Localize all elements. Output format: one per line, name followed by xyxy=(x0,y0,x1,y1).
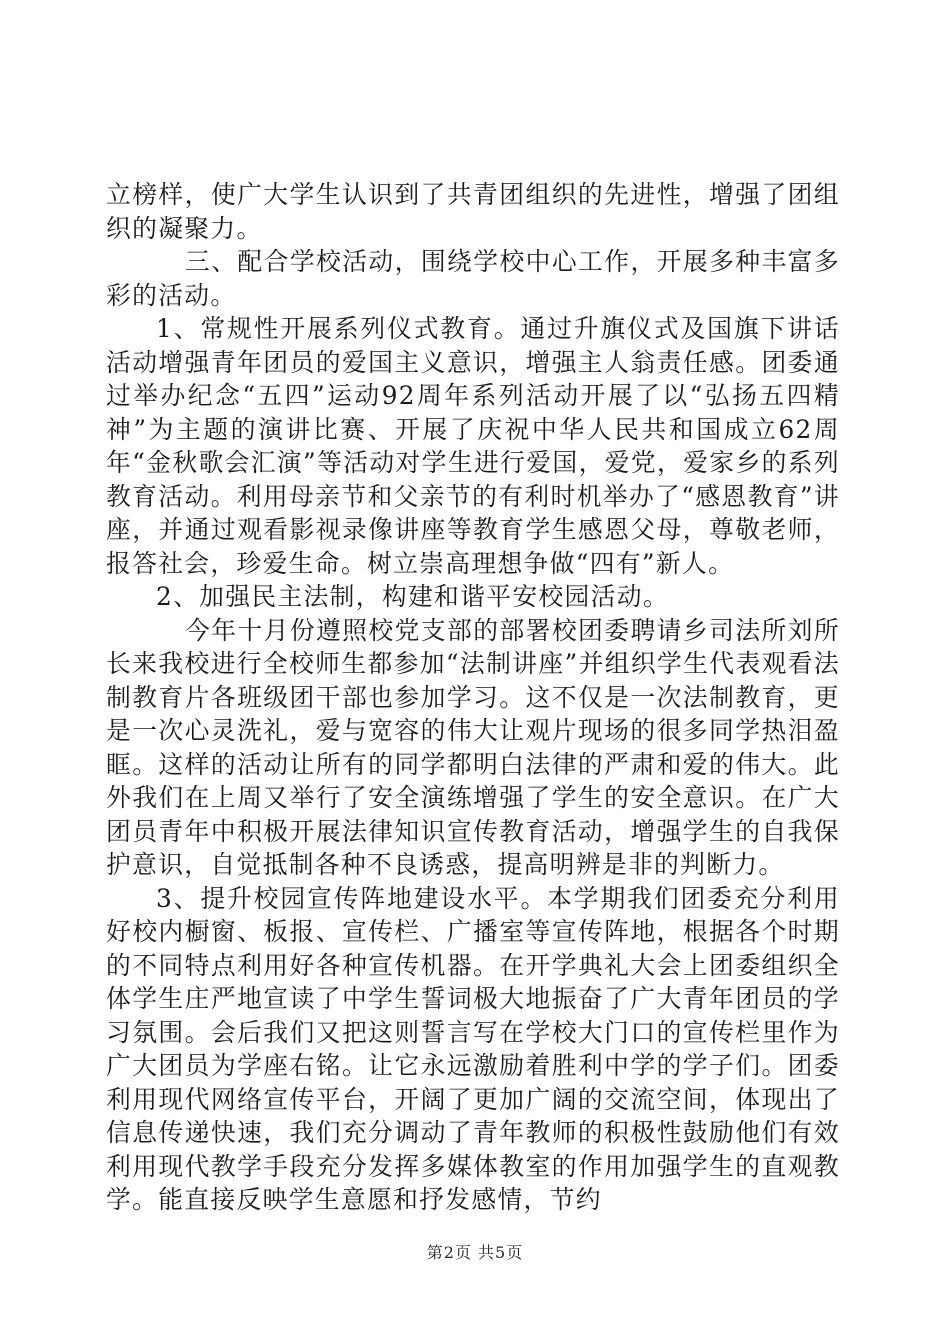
page-number-footer: 第2页 共5页 xyxy=(426,1243,524,1262)
paragraph-item-1: 1、常规性开展系列仪式教育。通过升旗仪式及国旗下讲话活动增强青年团员的爱国主义意识，增强主人翁责任感。团委通过举办纪念“五四”运动92周年系列活动开展了以“弘扬五四精神”为主题的演讲比赛、开展了庆祝中华人民共和国成立62周年“金秋歌会汇演”等活动对学生进行爱国，爱党，爱家乡的系列教育活动。利用母亲节和父亲节的有利时机举办了“感恩教育”讲座，并通过观看影视录像讲座等教育学生感恩父母，尊敬老师，报答社会，珍爱生命。树立崇高理想争做“四有”新人。 xyxy=(106,314,840,578)
paragraph-legal-education: 今年十月份遵照校党支部的部署校团委聘请乡司法所刘所长来我校进行全校师生都参加“法制讲座”并组织学生代表观看法制教育片各班级团干部也参加学习。这不仅是一次法制教育，更是一次心灵洗礼，爱与宽容的伟大让观片现场的很多同学热泪盈眶。这样的活动让所有的同学都明白法律的严肃和爱的伟大。此外我们在上周又举行了安全演练增强了学生的安全意识。在广大团员青年中积极开展法律知识宣传教育活动，增强学生的自我保护意识，自觉抵制各种不良诱惑，提高明辨是非的判断力。 xyxy=(106,615,840,879)
section-heading-three: 三、配合学校活动，围绕学校中心工作，开展多种丰富多彩的活动。 xyxy=(106,247,840,310)
paragraph-continuation: 立榜样，使广大学生认识到了共青团组织的先进性，增强了团组织的凝聚力。 xyxy=(106,180,840,243)
body-text xyxy=(106,178,840,1217)
paragraph-item-2-heading: 2、加强民主法制，构建和谐平安校园活动。 xyxy=(156,582,669,611)
paragraph-item-3: 3、提升校园宣传阵地建设水平。本学期我们团委充分利用好校内橱窗、板报、宣传栏、广播室等宣传阵地，根据各个时期的不同特点利用好各种宣传机器。在开学典礼大会上团委组织全体学生庄严地宣读了中学生誓词极大地振奋了广大青年团员的学习氛围。会后我们又把这则誓言写在学校大门口的宣传栏里作为广大团员为学座右铭。让它永远激励着胜利中学的学子们。团委利用现代网络宣传平台，开阔了更加广阔的交流空间，体现出了信息传递快速，我们充分调动了青年教师的积极性鼓励他们有效利用现代教学手段充分发挥多媒体教室的作用加强学生的直观教学。能直接反映学生意愿和抒发感情，节约 xyxy=(106,883,840,1214)
